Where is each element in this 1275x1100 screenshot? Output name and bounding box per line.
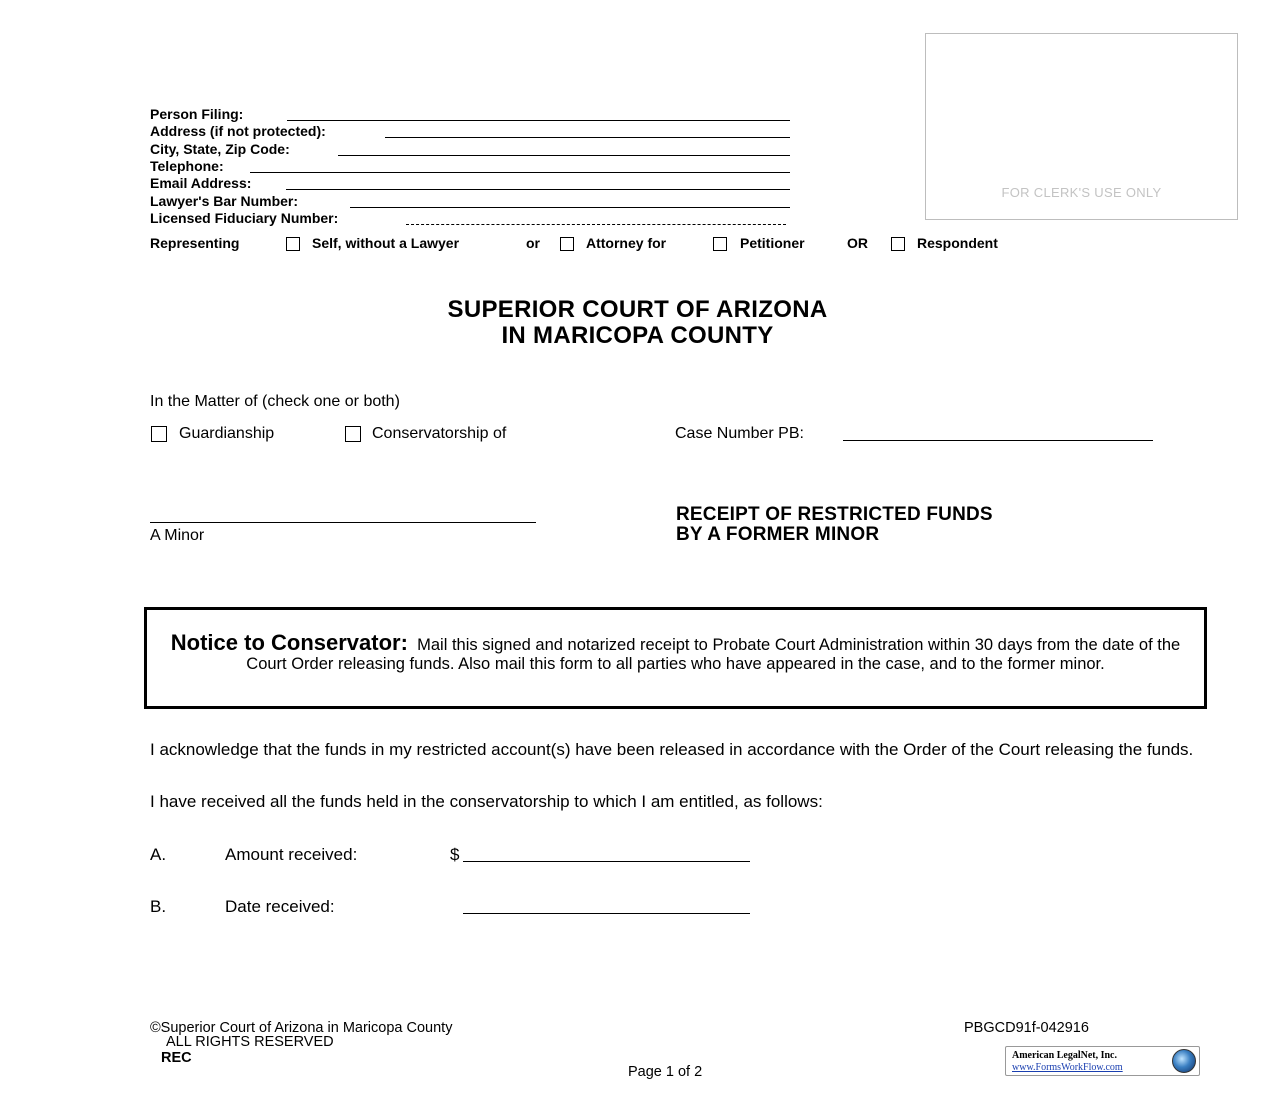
email-label: Email Address: bbox=[150, 175, 252, 191]
form-code: REC bbox=[161, 1050, 192, 1066]
clerk-use-label: FOR CLERK'S USE ONLY bbox=[1001, 185, 1162, 200]
item-a-letter: A. bbox=[150, 845, 167, 864]
or-upper-label: OR bbox=[847, 235, 868, 251]
page-number: Page 1 of 2 bbox=[628, 1064, 703, 1080]
guardianship-label: Guardianship bbox=[179, 425, 275, 442]
city-state-zip-label: City, State, Zip Code: bbox=[150, 141, 290, 157]
american-legalnet-logo[interactable] bbox=[1005, 1046, 1200, 1076]
representing-label: Representing bbox=[150, 235, 240, 251]
person-filing-label: Person Filing: bbox=[150, 106, 244, 122]
notice-body: Mail this signed and notarized receipt to Probate Court Administration within 30 days from the date of the Court Order releasing funds. Also mail this form to all parties who have appeared in the case, and to the former minor. bbox=[246, 636, 1181, 673]
respondent-checkbox[interactable] bbox=[891, 237, 905, 251]
acknowledgment-paragraph: I acknowledge that the funds in my restricted account(s) have been released in accordance with the Order of the Court releasing the funds. bbox=[150, 740, 1194, 759]
notice-heading: Notice to Conservator: bbox=[170, 630, 408, 655]
court-title-line2: IN MARICOPA COUNTY bbox=[501, 322, 774, 349]
conservatorship-checkbox[interactable] bbox=[345, 426, 361, 442]
court-title-line1: SUPERIOR COURT OF ARIZONA bbox=[447, 296, 828, 323]
telephone-label: Telephone: bbox=[150, 158, 224, 174]
address-line[interactable] bbox=[385, 137, 790, 138]
clerk-use-box bbox=[925, 33, 1238, 220]
item-b-letter: B. bbox=[150, 897, 167, 916]
globe-icon bbox=[1172, 1049, 1196, 1073]
amount-received-label: Amount received: bbox=[225, 845, 358, 864]
petitioner-label: Petitioner bbox=[740, 235, 805, 251]
attorney-checkbox[interactable] bbox=[560, 237, 574, 251]
matter-intro: In the Matter of (check one or both) bbox=[150, 393, 400, 410]
person-filing-line[interactable] bbox=[287, 120, 790, 121]
received-paragraph: I have received all the funds held in the conservatorship to which I am entitled, as follows: bbox=[150, 792, 823, 811]
address-label: Address (if not protected): bbox=[150, 123, 326, 139]
guardianship-checkbox[interactable] bbox=[151, 426, 167, 442]
respondent-label: Respondent bbox=[917, 235, 998, 251]
date-received-line[interactable] bbox=[463, 913, 750, 914]
minor-name-line[interactable] bbox=[150, 522, 536, 523]
case-number-line[interactable] bbox=[843, 440, 1153, 441]
logo-url-link[interactable]: www.FormsWorkFlow.com bbox=[1012, 1062, 1123, 1073]
or-lower-label: or bbox=[526, 235, 540, 251]
document-title-line2: BY A FORMER MINOR bbox=[676, 524, 880, 545]
attorney-label: Attorney for bbox=[586, 235, 667, 251]
currency-symbol: $ bbox=[450, 845, 460, 864]
case-number-label: Case Number PB: bbox=[675, 425, 804, 442]
copyright-text: ©Superior Court of Arizona in Maricopa County bbox=[150, 1020, 453, 1036]
fiduciary-number-line[interactable] bbox=[406, 224, 786, 225]
telephone-line[interactable] bbox=[250, 172, 790, 173]
logo-company-name: American LegalNet, Inc. bbox=[1012, 1050, 1117, 1061]
self-label: Self, without a Lawyer bbox=[312, 235, 460, 251]
form-id: PBGCD91f-042916 bbox=[964, 1020, 1089, 1036]
petitioner-checkbox[interactable] bbox=[713, 237, 727, 251]
email-line[interactable] bbox=[286, 189, 790, 190]
date-received-label: Date received: bbox=[225, 897, 335, 916]
conservatorship-label: Conservatorship of bbox=[372, 425, 507, 442]
bar-number-line[interactable] bbox=[350, 207, 790, 208]
notice-box bbox=[144, 607, 1207, 709]
self-checkbox[interactable] bbox=[286, 237, 300, 251]
minor-label: A Minor bbox=[150, 527, 205, 544]
fiduciary-number-label: Licensed Fiduciary Number: bbox=[150, 210, 339, 226]
rights-reserved-text: ALL RIGHTS RESERVED bbox=[166, 1034, 334, 1050]
document-title-line1: RECEIPT OF RESTRICTED FUNDS bbox=[676, 504, 993, 525]
city-state-zip-line[interactable] bbox=[338, 155, 790, 156]
bar-number-label: Lawyer's Bar Number: bbox=[150, 193, 299, 209]
amount-received-line[interactable] bbox=[463, 861, 750, 862]
notice-text bbox=[161, 630, 1190, 673]
